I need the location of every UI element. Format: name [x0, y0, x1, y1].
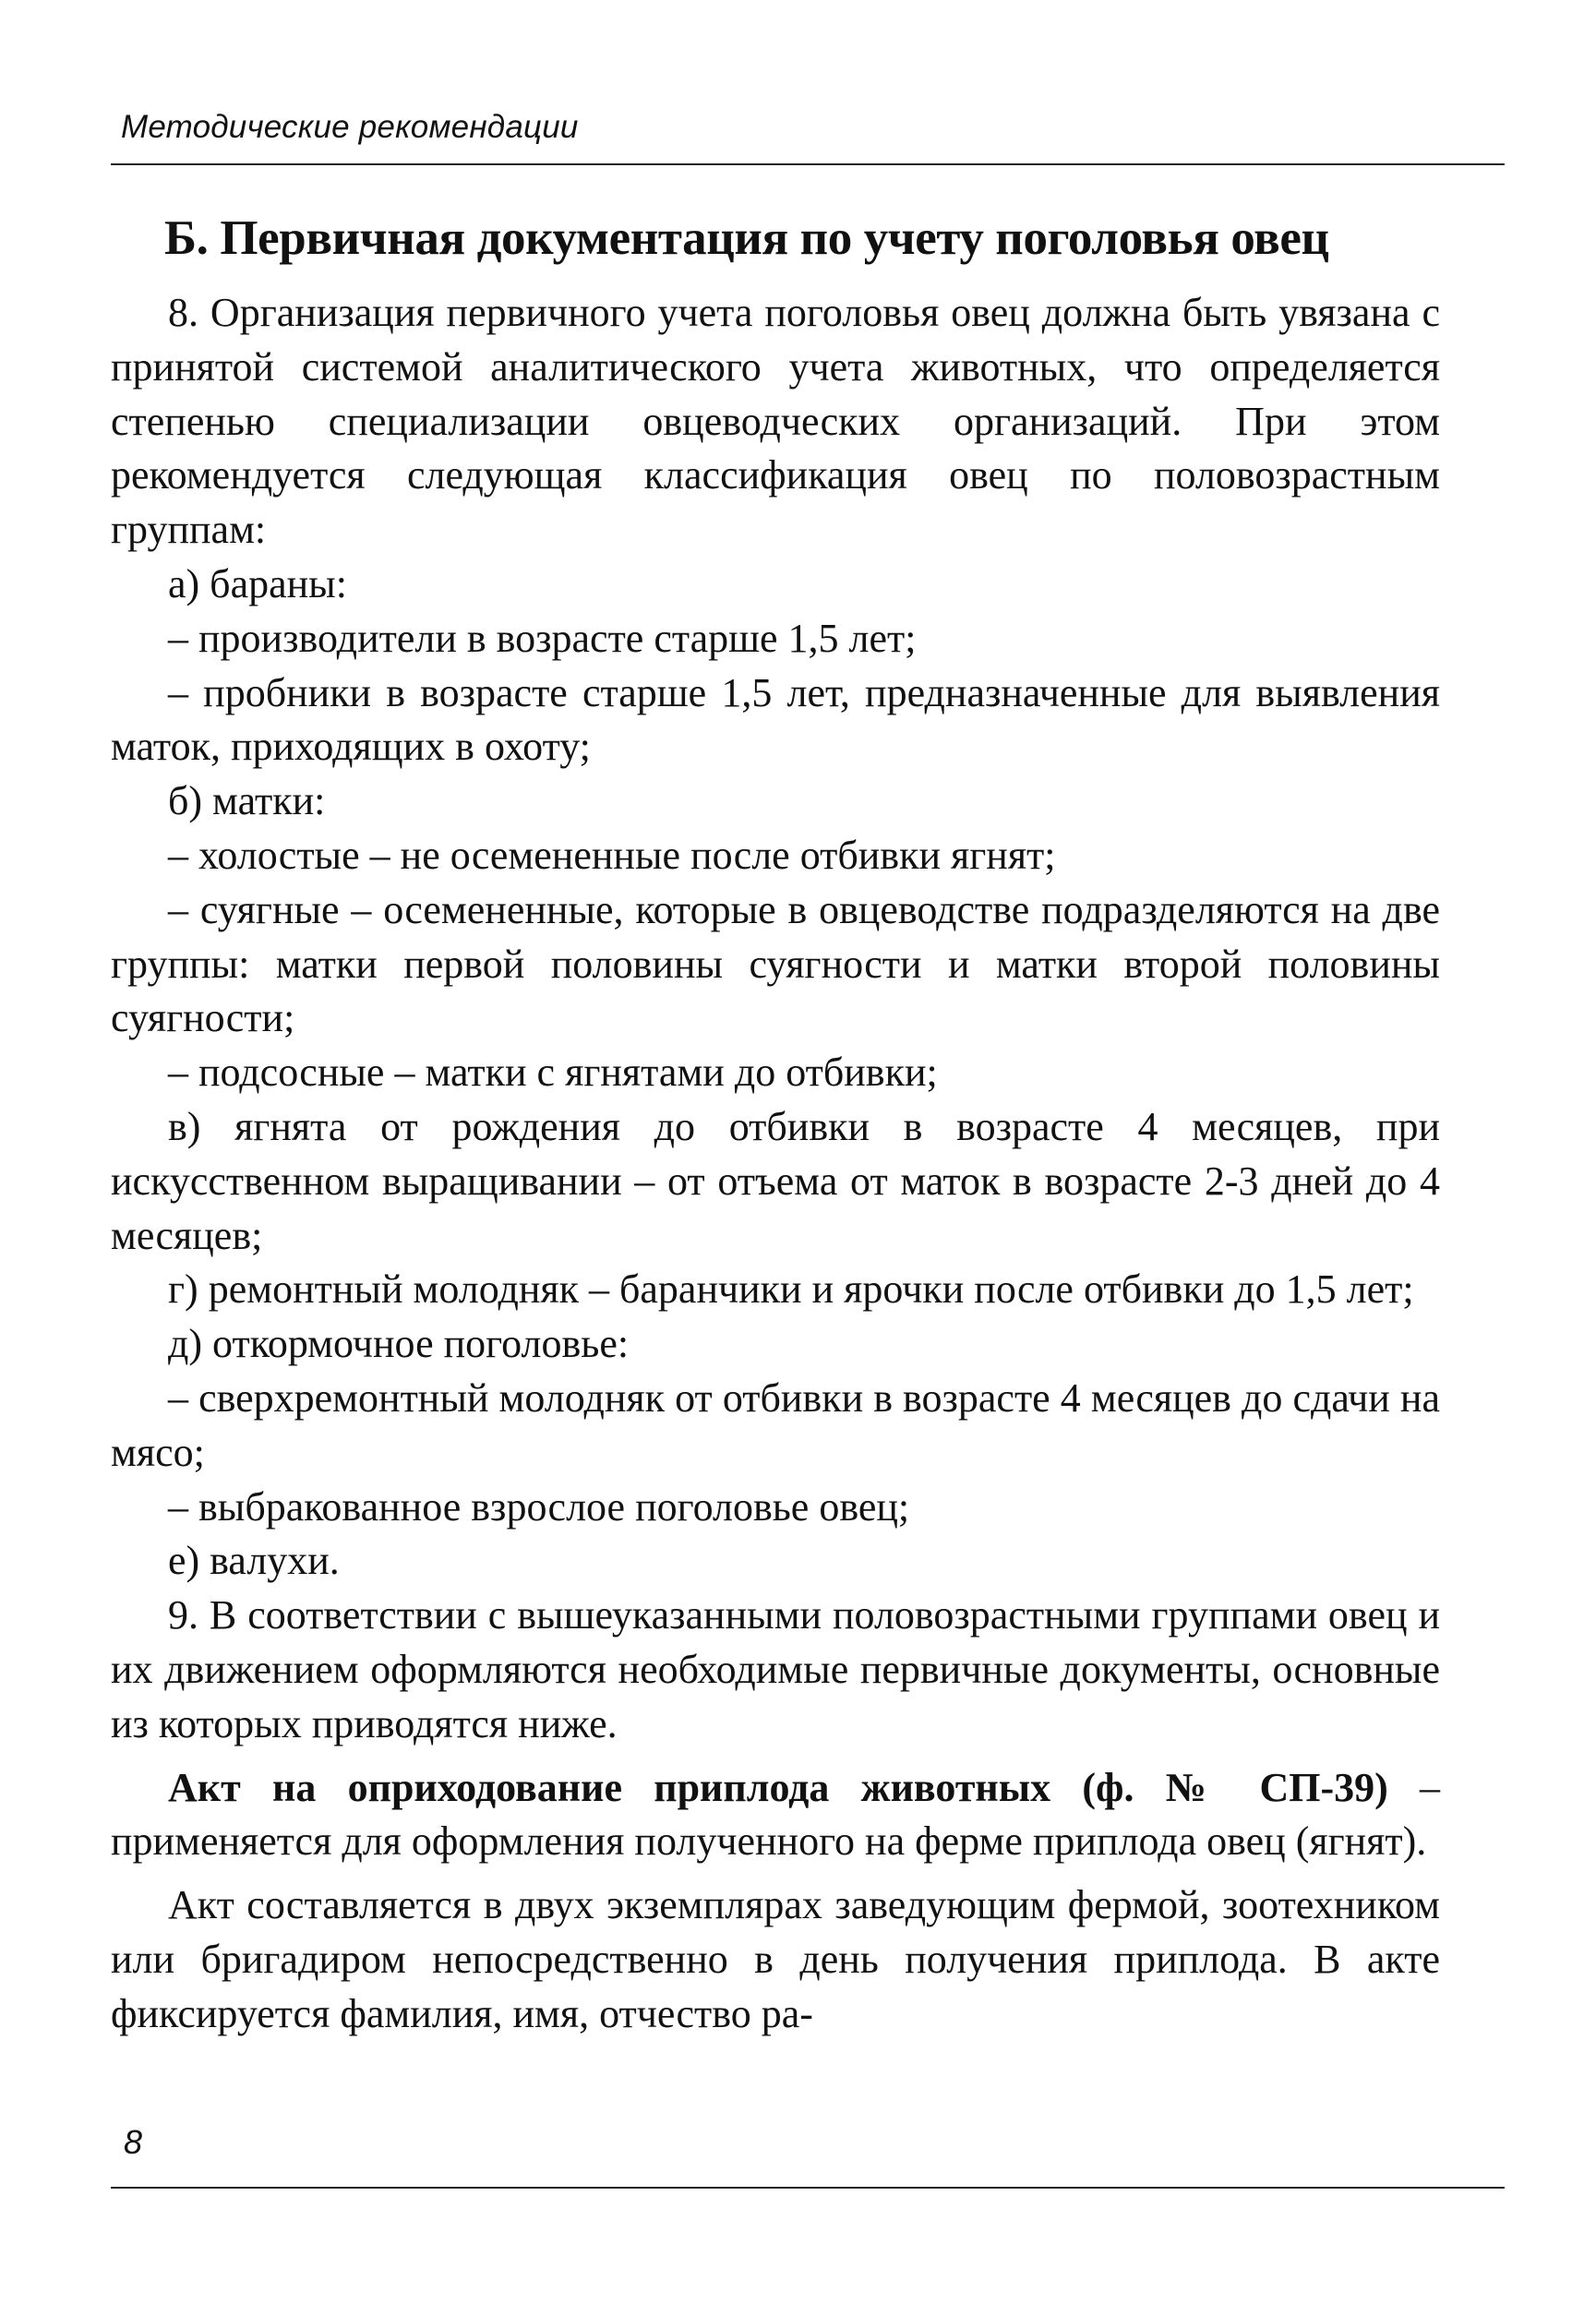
- act-text-paragraph: Акт составляется в двух экземплярах заведующим фермой, зоотехником или бригадиром непосредственно в день получения приплода. В акте фиксируется фамилия, имя, отчество ра-: [111, 1882, 1440, 2036]
- list-subitem-b2: – суягные – осемененные, которые в овцеводстве подразделяются на две группы: матки первой половины суягности и матки второй половины суягности;: [111, 886, 1440, 1041]
- list-subitem-b1: – холостые – не осемененные после отбивки ягнят;: [168, 832, 1056, 878]
- act-paragraph: [111, 1761, 1440, 1870]
- paragraph-9: 9. В соответствии с вышеуказанными половозрастными группами овец и их движением оформляются необходимые первичные документы, основные из которых приводятся ниже.: [111, 1592, 1440, 1746]
- list-subitem-a1: – производители в возрасте старше 1,5 лет;: [168, 615, 917, 661]
- header-rule: [111, 163, 1505, 165]
- list-item-a: а) бараны:: [168, 560, 347, 606]
- paragraph-8: 8. Организация первичного учета поголовья овец должна быть увязана с принятой системой аналитического учета животных, что определяется степенью специализации овцеводческих организаций. При этом рекомендуется следующая классификация овец по половозрастным группам:: [111, 290, 1440, 553]
- page-number: 8: [124, 2123, 143, 2161]
- list-item-e: е) валухи.: [168, 1538, 340, 1584]
- running-header: Методические рекомендации: [121, 109, 579, 145]
- list-subitem-b3: – подсосные – матки с ягнятами до отбивки;: [168, 1050, 938, 1096]
- list-subitem-d1: – сверхремонтный молодняк от отбивки в возрасте 4 месяцев до сдачи на мясо;: [111, 1374, 1440, 1475]
- list-subitem-a2: – пробники в возрасте старше 1,5 лет, предназначенные для выявления маток, приходящих в охоту;: [111, 669, 1440, 770]
- list-item-b: б) матки:: [168, 778, 326, 824]
- list-item-d: д) откормочное поголовье:: [168, 1321, 630, 1367]
- act-form-title: Акт на оприходование приплода животных (ф. № СП-39): [168, 1764, 1388, 1810]
- footer-rule: [111, 2187, 1505, 2189]
- list-item-g: г) ремонтный молодняк – баранчики и ярочки после отбивки до 1,5 лет;: [168, 1266, 1414, 1313]
- list-subitem-d2: – выбракованное взрослое поголовье овец;: [168, 1483, 910, 1530]
- list-item-v: в) ягнята от рождения до отбивки в возрасте 4 месяцев, при искусственном выращивании – от отъема от маток в возрасте 2-3 дней до 4 месяцев;: [111, 1103, 1440, 1258]
- section-title: Б. Первичная документация по учету поголовья овец: [164, 211, 1329, 265]
- body-text: [111, 286, 1440, 2042]
- act-form-description: – применяется для оформления полученного на ферме приплода овец (ягнят).: [111, 1764, 1440, 1865]
